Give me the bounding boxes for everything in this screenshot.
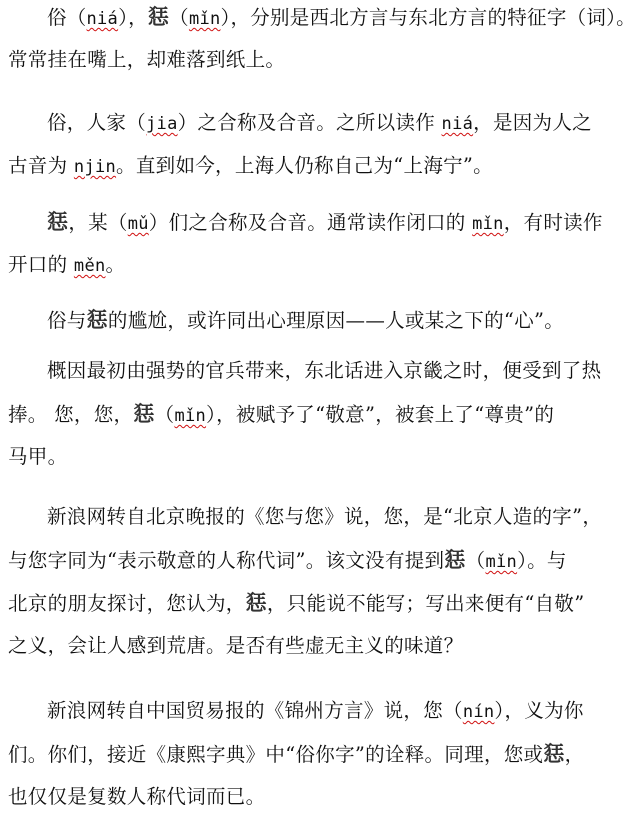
pinyin-annotation: mǐn (472, 214, 504, 234)
pinyin-annotation: měn (73, 256, 106, 276)
text-line (8, 149, 493, 183)
text-line (8, 440, 67, 474)
text-segment: ，有时读作 (503, 211, 603, 234)
text-segment: 马甲。 (8, 445, 68, 468)
text-line (47, 354, 601, 388)
text-line (8, 43, 285, 77)
text-line (8, 737, 584, 771)
text-line (47, 106, 592, 140)
pinyin-annotation: mǐn (485, 552, 518, 572)
dialect-character: 㤮 (147, 4, 170, 29)
pinyin-annotation: mǐn (188, 9, 221, 29)
text-segment: ，是因为人之 (473, 111, 592, 134)
text-segment: 之义，会让人感到荒唐。是否有些虚无主义的味道？ (8, 634, 464, 657)
pinyin-annotation: mǔ (127, 214, 149, 234)
text-segment: ）们之合称及合音。通常读作闭口的 (148, 211, 473, 234)
text-segment: ），被赋予了“敬意”，被套上了“尊贵”的 (206, 403, 555, 426)
text-segment: ），义为你 (494, 699, 584, 722)
dialect-character: 㤮 (47, 209, 69, 234)
text-segment: （ (154, 403, 175, 426)
text-segment: ）之合称及合音。之所以读作 (177, 111, 442, 134)
text-segment: 新浪网转自北京晚报的《您与您》说，您，是“北京人造的字”， (47, 505, 603, 528)
pinyin-annotation: jia (146, 114, 178, 134)
text-line (8, 543, 567, 577)
pinyin-annotation: nín (462, 702, 495, 722)
dialect-character: 㤮 (444, 547, 466, 572)
text-line (8, 780, 265, 814)
pinyin-annotation: niá (86, 9, 119, 29)
text-segment: 也仅仅是复数人称代词而已。 (8, 785, 266, 808)
text-segment: ，某（ (68, 211, 128, 234)
text-segment: 概因最初由强势的官兵带来，东北话进入京畿之时，便受到了热 (47, 359, 602, 382)
text-line (8, 629, 463, 663)
text-segment: 捧。 您，您， (8, 403, 134, 426)
text-segment: 。 (105, 253, 126, 276)
text-segment: 。直到如今，上海人仍称自己为“上海宁”。 (116, 154, 493, 177)
text-segment: ）， (118, 6, 148, 29)
pinyin-annotation: mǐn (174, 406, 207, 426)
text-segment: 俗，人家（ (47, 111, 147, 134)
text-line (47, 205, 603, 239)
text-segment: 开口的 (8, 253, 74, 276)
text-segment: ），分别是西北方言与东北方言的特征字（词）。 (220, 6, 636, 29)
dialect-character: 㤮 (86, 307, 108, 332)
text-segment: 常常挂在嘴上，却难落到纸上。 (8, 48, 286, 71)
dialect-character: 㤮 (245, 590, 267, 615)
text-segment: 俗与 (47, 309, 87, 332)
text-segment: 北京的朋友探讨，您认为， (8, 592, 246, 615)
text-line (47, 0, 636, 34)
text-line (47, 303, 564, 337)
text-segment: （ (465, 549, 486, 572)
text-segment: ）。与 (517, 549, 567, 572)
text-segment: 俗（ (47, 6, 87, 29)
text-segment: ，只能说不能写；写出来便有“自敬” (266, 592, 585, 615)
text-line (47, 694, 584, 728)
text-line (8, 586, 584, 620)
text-segment: 新浪网转自中国贸易报的《锦州方言》说，您（ (47, 699, 463, 722)
dialect-character: 㤮 (133, 401, 155, 426)
text-segment: 们。你们，接近《康熙字典》中“俗你字”的诠释。同理，您或 (8, 743, 544, 766)
text-line (47, 500, 602, 534)
pinyin-annotation: njin (73, 157, 117, 177)
pinyin-annotation: niá (441, 114, 474, 134)
text-line (8, 248, 125, 282)
text-segment: （ (169, 6, 189, 29)
text-segment: 的尴尬，或许同出心理原因——人或某之下的“心”。 (107, 309, 565, 332)
text-segment: 与您字同为“表示敬意的人称代词”。该文没有提到 (8, 549, 445, 572)
text-segment: 古音为 (8, 154, 74, 177)
text-segment: ， (564, 743, 585, 766)
dialect-character: 㤮 (543, 741, 565, 766)
text-line (8, 397, 554, 431)
